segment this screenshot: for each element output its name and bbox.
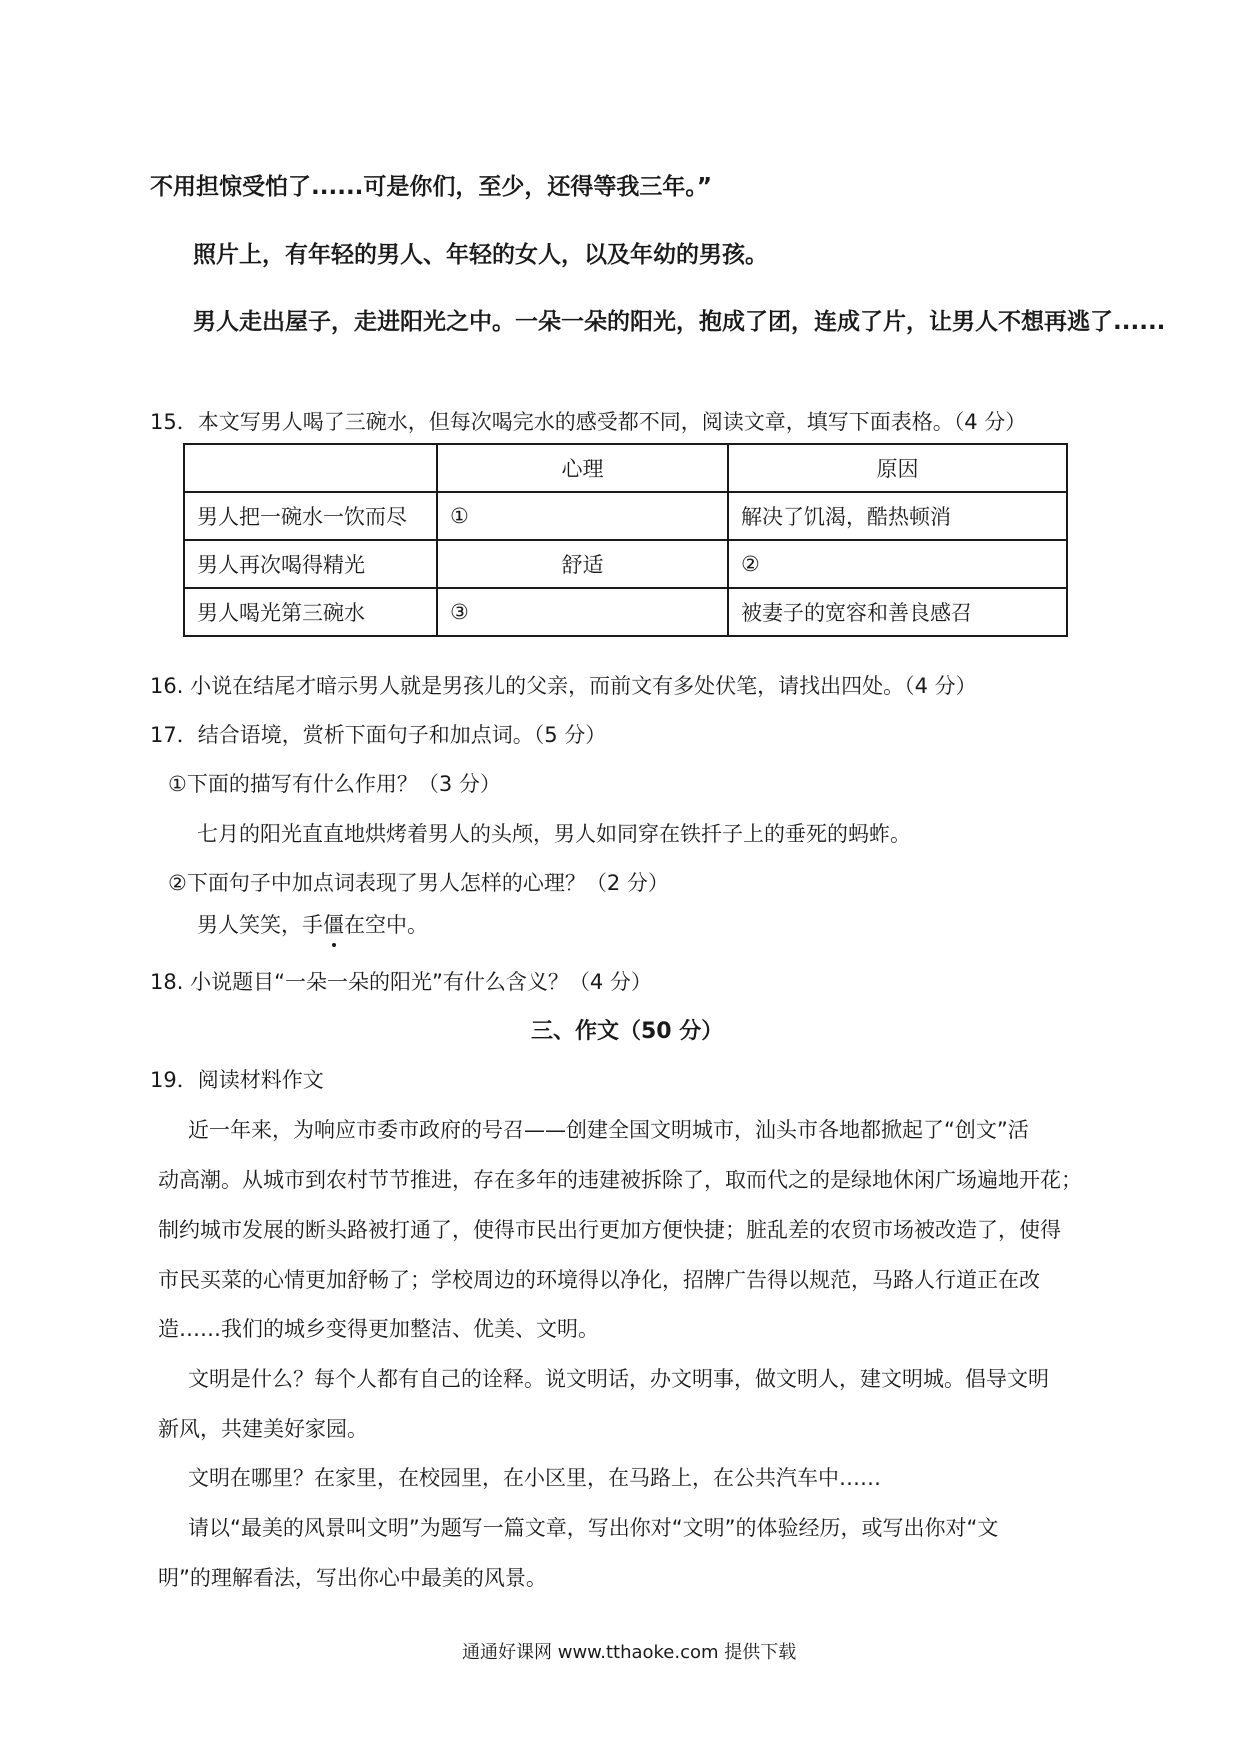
table-cell: 舒适 — [437, 540, 728, 588]
question-17-sub-1: ①下面的描写有什么作用？（3 分） — [168, 772, 501, 796]
table-header-cell: 心理 — [437, 444, 728, 492]
paragraph-line: 动高潮。从城市到农村节节推进，存在多年的违建被拆除了，取而代之的是绿地休闲广场遍地开花； — [158, 1168, 1082, 1192]
paragraph-line: 近一年来，为响应市委市政府的号召——创建全国文明城市，汕头市各地都掀起了“创文”活 — [188, 1118, 1029, 1142]
question-17-prompt: 17．结合语境，赏析下面句子和加点词。（5 分） — [150, 723, 607, 747]
emphasized-word: 僵 — [323, 909, 344, 939]
story-line-2: 照片上，有年轻的男人、年轻的女人，以及年幼的男孩。 — [193, 242, 768, 268]
table-cell: ② — [728, 540, 1067, 588]
question-17-sub-2: ②下面句子中加点词表现了男人怎样的心理？（2 分） — [168, 871, 669, 895]
quote-text: 男人笑笑，手 — [197, 913, 323, 937]
table-cell: 男人喝光第三碗水 — [184, 588, 437, 636]
table-row — [184, 540, 1067, 588]
question-18-prompt: 18. 小说题目“一朵一朵的阳光”有什么含义？（4 分） — [150, 970, 652, 994]
question-15-prompt: 15．本文写男人喝了三碗水，但每次喝完水的感受都不同，阅读文章，填写下面表格。（4 分） — [150, 410, 1027, 434]
paragraph-line: 新风，共建美好家园。 — [158, 1417, 368, 1441]
section-heading: 三、作文（50 分） — [531, 1019, 724, 1044]
table-cell: 男人再次喝得精光 — [184, 540, 437, 588]
answer-table — [183, 443, 1068, 637]
table-row — [184, 492, 1067, 540]
table-row — [184, 588, 1067, 636]
table-cell: 被妻子的宽容和善良感召 — [728, 588, 1067, 636]
paragraph-line: 市民买菜的心情更加舒畅了；学校周边的环境得以净化，招牌广告得以规范，马路人行道正在改 — [158, 1268, 1040, 1292]
table-cell: ③ — [437, 588, 728, 636]
table-cell: 解决了饥渴，酷热顿消 — [728, 492, 1067, 540]
table-cell: ① — [437, 492, 728, 540]
quote-text: 在空中。 — [344, 913, 428, 937]
story-line-1: 不用担惊受怕了......可是你们，至少，还得等我三年。” — [150, 174, 713, 200]
paragraph-line: 文明是什么？每个人都有自己的诠释。说文明话，办文明事，做文明人，建文明城。倡导文明 — [188, 1367, 1049, 1391]
footer-text: 通通好课网 www.tthaoke.com 提供下载 — [462, 1642, 797, 1663]
table-header-cell: 原因 — [728, 444, 1067, 492]
paragraph-line: 请以“最美的风景叫文明”为题写一篇文章，写出你对“文明”的体验经历，或写出你对“文 — [188, 1516, 999, 1540]
paragraph-line: 造……我们的城乡变得更加整洁、优美、文明。 — [158, 1317, 599, 1341]
story-line-3: 男人走出屋子，走进阳光之中。一朵一朵的阳光，抱成了团，连成了片，让男人不想再逃了...... — [193, 309, 1166, 335]
table-header-cell — [184, 444, 437, 492]
question-16-prompt: 16. 小说在结尾才暗示男人就是男孩儿的父亲，而前文有多处伏笔，请找出四处。（4 分） — [150, 674, 977, 698]
question-17-sub-1-quote: 七月的阳光直直地烘烤着男人的头颅，男人如同穿在铁扦子上的垂死的蚂蚱。 — [197, 822, 911, 846]
paragraph-line: 文明在哪里？在家里，在校园里，在小区里，在马路上，在公共汽车中…… — [188, 1466, 881, 1490]
paragraph-line: 明”的理解看法，写出你心中最美的风景。 — [158, 1566, 547, 1590]
table-cell: 男人把一碗水一饮而尽 — [184, 492, 437, 540]
table-header-row — [184, 444, 1067, 492]
paragraph-line: 制约城市发展的断头路被打通了，使得市民出行更加方便快捷；脏乱差的农贸市场被改造了，使得 — [158, 1218, 1061, 1242]
question-17-sub-2-quote — [197, 909, 428, 939]
question-19-prompt: 19．阅读材料作文 — [150, 1068, 324, 1092]
